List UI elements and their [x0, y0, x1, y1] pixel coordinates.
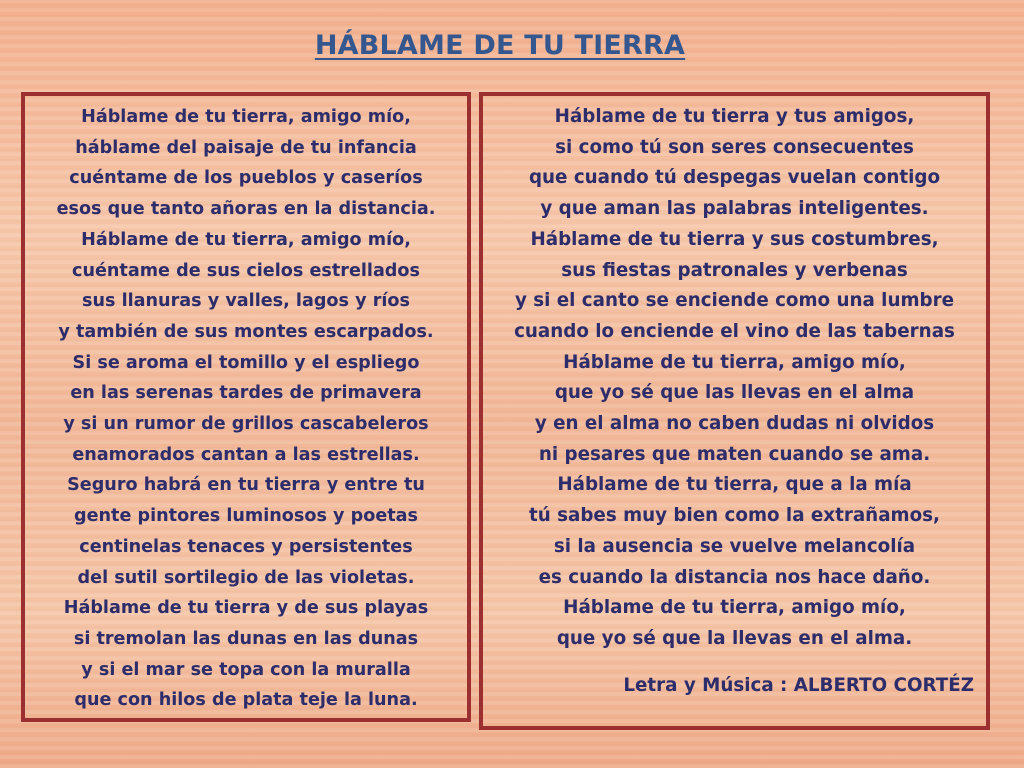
page-title: HÁBLAME DE TU TIERRA [314, 30, 686, 61]
verse-line: tú sabes muy bien como la extrañamos, [529, 505, 940, 527]
verse-line: Háblame de tu tierra, amigo mío, [81, 107, 411, 127]
verse-line: si tremolan las dunas en las dunas [73, 628, 419, 649]
verse-line: háblame del paisaje de tu infancia [75, 137, 417, 158]
verse-line: esos que tanto añoras en la distancia. [56, 199, 436, 220]
verse-line: y también de sus montes escarpados. [58, 321, 434, 342]
verse-line: y si el canto se enciende como una lumbre [514, 290, 955, 312]
verse-line: que cuando tú despegas vuelan contigo [528, 167, 941, 189]
left-verse-panel [21, 92, 471, 722]
verse-line: Si se aroma el tomillo y el espliego [72, 352, 420, 373]
verse-line: que yo sé que las llevas en el alma [554, 382, 915, 404]
verse-line: cuéntame de sus cielos estrellados [72, 260, 420, 281]
verse-line: centinelas tenaces y persistentes [79, 536, 413, 557]
right-verse-panel [479, 92, 990, 730]
verse-line: ni pesares que maten cuando se ama. [538, 443, 931, 465]
verse-line: y si el mar se topa con la muralla [81, 659, 411, 680]
verse-line: sus fiestas patronales y verbenas [561, 259, 908, 281]
verse-line: y que aman las palabras inteligentes. [540, 198, 929, 220]
verse-line: Háblame de tu tierra, que a la mía [557, 474, 912, 496]
verse-line: Háblame de tu tierra y sus costumbres, [530, 228, 939, 250]
verse-line: Háblame de tu tierra y de sus playas [63, 598, 429, 619]
verse-line: cuando lo enciende el vino de las tabernas [514, 320, 955, 342]
verse-line: que con hilos de plata teje la luna. [74, 690, 418, 711]
verse-line: cuéntame de los pueblos y caseríos [69, 168, 423, 189]
verse-line: sus llanuras y valles, lagos y ríos [82, 291, 410, 312]
verse-line: si como tú son seres consecuentes [555, 136, 914, 158]
verse-line: y en el alma no caben dudas ni olvidos [534, 413, 935, 435]
verse-line: es cuando la distancia nos hace daño. [538, 566, 931, 588]
verse-line: Seguro habrá en tu tierra y entre tu [67, 475, 425, 496]
verse-line: gente pintores luminosos y poetas [73, 506, 419, 527]
verse-line: enamorados cantan a las estrellas. [72, 444, 420, 465]
verse-line: y si un rumor de grillos cascabeleros [63, 414, 429, 435]
verse-line: que yo sé que la llevas en el alma. [556, 627, 913, 649]
verse-line: del sutil sortilegio de las violetas. [77, 567, 415, 588]
verse-line: Háblame de tu tierra y tus amigos, [554, 106, 915, 127]
verse-line: Háblame de tu tierra, amigo mío, [81, 229, 411, 250]
author-credit: Letra y Música : ALBERTO CORTÉZ [623, 674, 974, 696]
verse-line: Háblame de tu tierra, amigo mío, [563, 597, 906, 619]
verse-line: en las serenas tardes de primavera [70, 383, 422, 404]
verse-line: Háblame de tu tierra, amigo mío, [563, 351, 906, 373]
verse-line: si la ausencia se vuelve melancolía [553, 535, 916, 557]
